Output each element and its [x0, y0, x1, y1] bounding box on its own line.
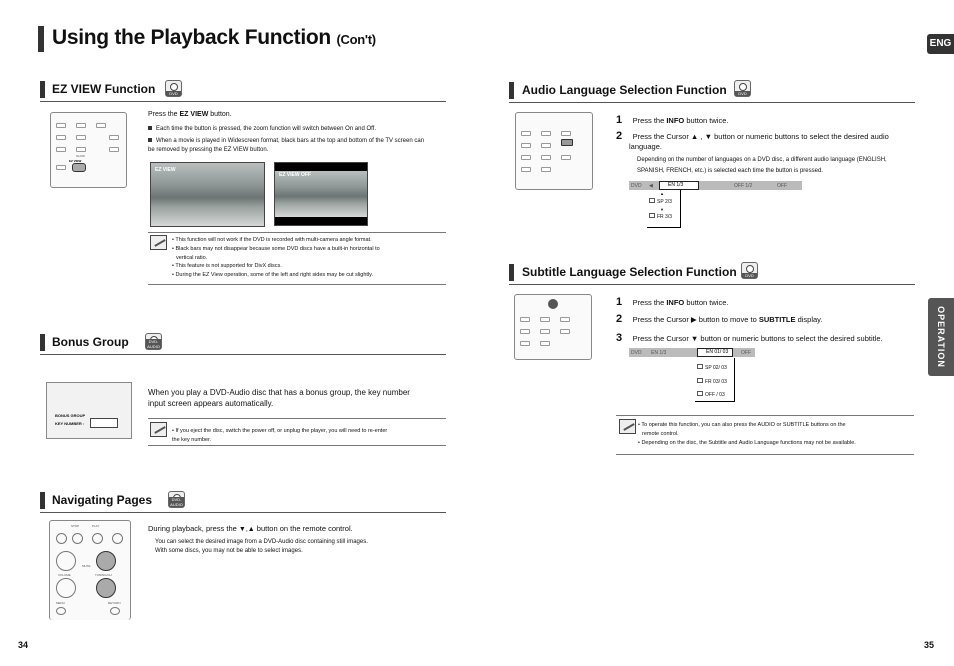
bonus-title: Bonus Group: [52, 335, 129, 349]
subtitle-notes: • To operate this function, you can also press the AUDIO or SUBTITLE buttons on the remote control. • Depending on the disc, the Subtitle and Audio Language functions may not be available.: [616, 415, 914, 455]
nav-accent-bar: [40, 492, 45, 509]
remote-label-slow: SLOW: [76, 154, 85, 158]
ezview-rule: [40, 101, 446, 102]
subtitle-osd-bar: DVD EN 1/3 EN 01/ 03 OFF: [629, 348, 755, 357]
dvd-audio-disc-icon: DVD-AUDIO: [168, 491, 185, 508]
audio-remote-illustration: [515, 112, 593, 190]
note-icon: [150, 235, 167, 250]
ezview-accent-bar: [40, 81, 45, 98]
dvd-audio-disc-icon: DVD-AUDIO: [145, 333, 162, 350]
bonus-rule: [40, 354, 446, 355]
subtitle-step-3: 3 Press the Cursor ▼ button or numeric buttons to select the desired subtitle.: [616, 332, 883, 344]
ezview-off-image: EZ VIEW OFF: [274, 162, 368, 226]
page-title-main: Using the Playback Function: [52, 26, 331, 49]
dvd-disc-icon: DVD: [165, 80, 182, 97]
nav-title: Navigating Pages: [52, 493, 153, 507]
bonus-screen: BONUS GROUP KEY NUMBER :: [46, 382, 132, 439]
subtitle-title: Subtitle Language Selection Function: [522, 265, 737, 279]
audio-rule: [509, 102, 915, 103]
title-accent-bar: [38, 26, 44, 52]
subtitle-remote-illustration: [514, 294, 592, 360]
page-number-left: 34: [18, 640, 29, 650]
remote-label-ezview: EZ VIEW: [69, 159, 82, 163]
subtitle-osd-options: SP 02/ 03 FR 03/ 03 OFF / 03: [695, 358, 735, 402]
bonus-notes: • If you eject the disc, switch the power off, or unplug the player, you will need to re-enter the key number.: [148, 418, 446, 446]
ezview-title: EZ VIEW Function: [52, 82, 156, 96]
subtitle-rule: [509, 284, 915, 285]
audio-step-2-cont: language.: [629, 142, 662, 151]
bonus-text: When you play a DVD-Audio disc that has a bonus group, the key number input screen appears automatically.: [148, 388, 410, 408]
ezview-bullet-1: Each time the button is pressed, the zoom function will switch between On and Off.: [148, 125, 438, 134]
language-tab: ENG: [927, 34, 954, 54]
ezview-intro: Press the EZ VIEW button.: [148, 111, 232, 118]
bonus-accent-bar: [40, 334, 45, 351]
nav-sub-text: You can select the desired image from a DVD-Audio disc containing still images. With some discs, you may not be able to select images.: [155, 539, 368, 554]
nav-remote-illustration: STOP PLAY MUTE VOLUME TUNING/CH MENU RETURN: [49, 520, 131, 620]
prev-next-icon: ▼,▲: [238, 526, 255, 533]
audio-osd-bar: DVD ◀ EN 1/3 OFF 1/2 OFF: [629, 181, 802, 190]
audio-step-1: 1 Press the INFO button twice.: [616, 114, 729, 126]
page-title-suffix: (Con't): [336, 32, 376, 47]
subtitle-step-1: 1 Press the INFO button twice.: [616, 296, 729, 308]
section-tab: [928, 298, 954, 376]
ezview-bullet-2: When a movie is played in Widescreen format, black bars at the top and bottom of the TV screen can be removed by pressing the EZ VIEW button.: [148, 138, 425, 153]
audio-osd-options: ▲ SP 2/3 ▼ FR 3/3: [647, 190, 681, 228]
audio-step-2: 2 Press the Cursor ▲ , ▼ button or numeric buttons to select the desired audio: [616, 130, 889, 142]
section-tab-label: OPERATION: [936, 306, 946, 368]
audio-accent-bar: [509, 82, 514, 99]
subtitle-step-2: 2 Press the Cursor ▶ button to move to SUBTITLE display.: [616, 313, 823, 325]
nav-main-text: During playback, press the ▼,▲ button on the remote control.: [148, 524, 353, 533]
dvd-disc-icon: DVD: [741, 262, 758, 279]
page-number-right: 35: [924, 640, 935, 650]
nav-rule: [40, 512, 446, 513]
ezview-notes: • This function will not work if the DVD is recorded with multi-camera angle format. • Black bars may not disappear because some DVD discs have a built-in horizontal to vertical ratio. • This feature is not supported for DivX discs. • During the EZ View operation, some of the left and right sides may be cut slightly.: [148, 232, 446, 285]
remote-illustration: [50, 112, 127, 188]
audio-note: Depending on the number of languages on a DVD disc, a different audio language (ENGLISH, SPANISH, FRENCH, etc.) is selected each time the button is pressed.: [637, 157, 887, 174]
subtitle-accent-bar: [509, 264, 514, 281]
note-icon: [150, 422, 167, 437]
page-title: [52, 26, 376, 50]
dvd-disc-icon: DVD: [734, 80, 751, 97]
note-icon: [619, 419, 636, 434]
ezview-on-image: EZ VIEW: [150, 162, 265, 227]
audio-title: Audio Language Selection Function: [522, 83, 727, 97]
